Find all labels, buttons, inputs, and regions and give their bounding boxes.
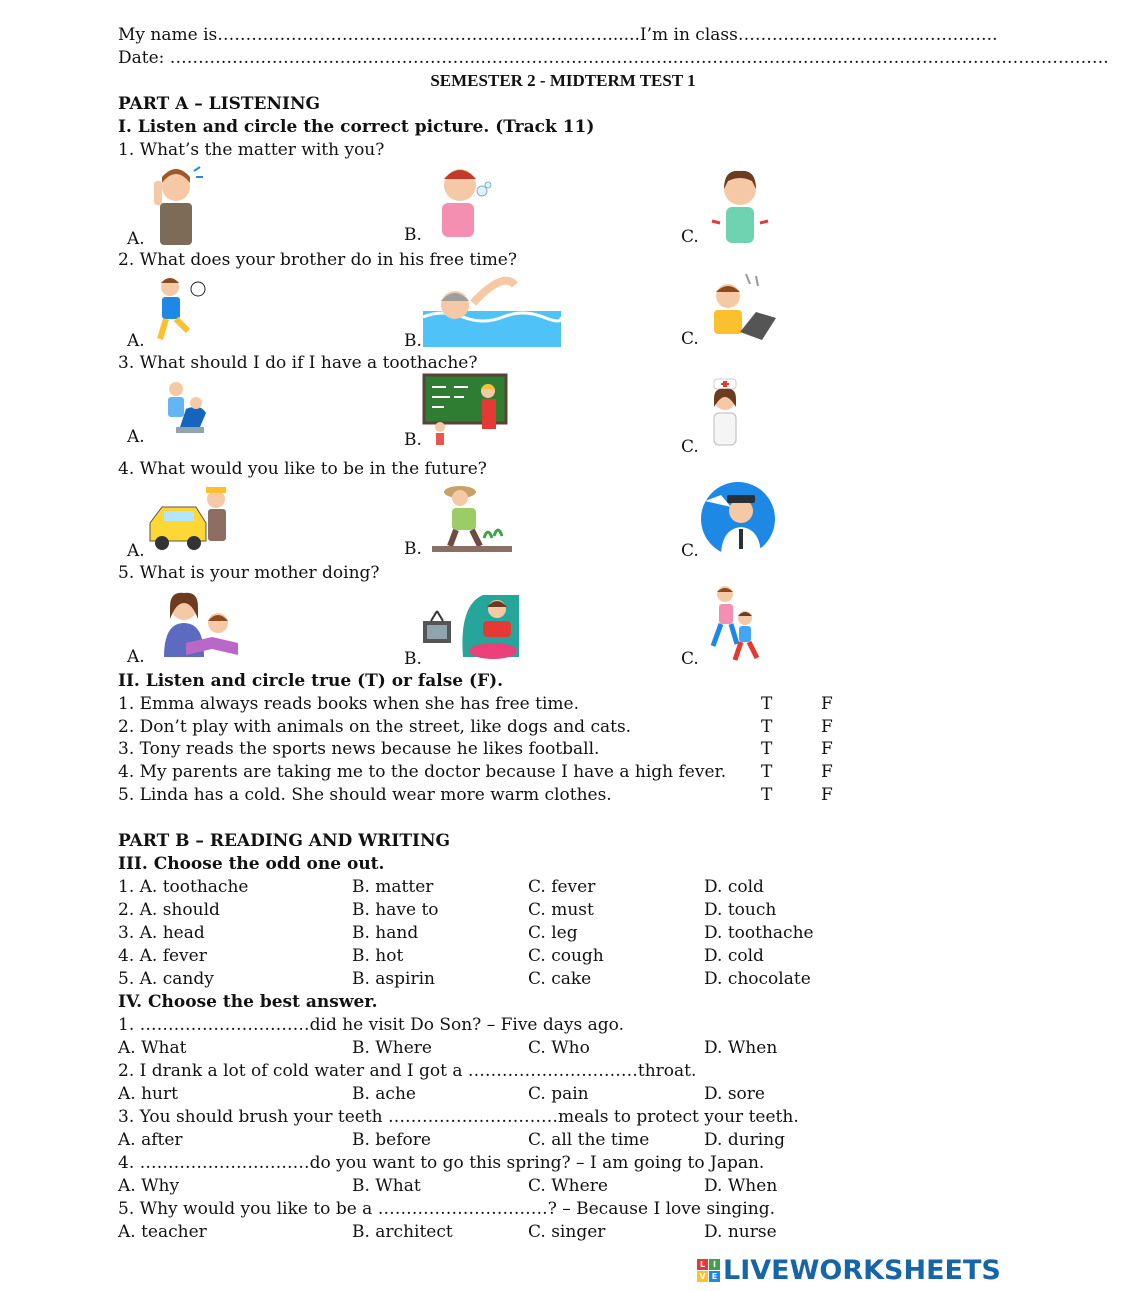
girl-coughing-image[interactable] <box>432 161 494 237</box>
false-option[interactable]: F <box>821 785 833 805</box>
option-b-label[interactable]: B. <box>404 649 422 669</box>
option-b-label[interactable]: B. <box>404 430 422 450</box>
woman-headache-image[interactable] <box>146 163 204 245</box>
answer-option[interactable]: B. Where <box>352 1038 432 1058</box>
option-a-label[interactable]: A. <box>127 427 145 447</box>
mc-question-3: 3. You should brush your teeth …………………………meals to protect your teeth. <box>118 1107 799 1127</box>
true-option[interactable]: T <box>761 762 773 782</box>
answer-option[interactable]: D. When <box>704 1038 778 1058</box>
logo-letter: I <box>709 1259 720 1270</box>
odd-one-option[interactable]: 5. A. candy <box>118 969 214 989</box>
logo-mark-icon <box>697 1259 720 1282</box>
option-c-label[interactable]: C. <box>681 227 699 247</box>
section-2-heading: II. Listen and circle true (T) or false (F). <box>118 671 504 691</box>
tf-statement-1: 1. Emma always reads books when she has free time. <box>118 694 579 714</box>
answer-option[interactable]: C. singer <box>528 1222 606 1242</box>
page-title: SEMESTER 2 - MIDTERM TEST 1 <box>430 71 696 90</box>
nurse-image[interactable] <box>706 377 744 453</box>
true-option[interactable]: T <box>761 694 773 714</box>
watching-tv-image[interactable] <box>423 585 523 663</box>
listening-question-2: 2. What does your brother do in his free time? <box>118 250 517 270</box>
odd-one-option[interactable]: C. leg <box>528 923 578 943</box>
odd-one-option[interactable]: B. aspirin <box>352 969 435 989</box>
answer-option[interactable]: B. ache <box>352 1084 416 1104</box>
boy-swimming-image[interactable] <box>423 271 561 347</box>
section-1-heading: I. Listen and circle the correct picture. (Track 11) <box>118 117 595 137</box>
answer-option[interactable]: A. after <box>118 1130 183 1150</box>
odd-one-option[interactable]: D. touch <box>704 900 777 920</box>
jogging-image[interactable] <box>703 584 765 664</box>
option-c-label[interactable]: C. <box>681 437 699 457</box>
tf-statement-2: 2. Don’t play with animals on the street, like dogs and cats. <box>118 717 632 737</box>
girl-stomachache-image[interactable] <box>706 165 774 245</box>
listening-question-1: 1. What’s the matter with you? <box>118 140 385 160</box>
answer-option[interactable]: D. When <box>704 1176 778 1196</box>
option-b-label[interactable]: B. <box>404 539 422 559</box>
mc-question-5: 5. Why would you like to be a …………………………? – Because I love singing. <box>118 1199 775 1219</box>
false-option[interactable]: F <box>821 739 833 759</box>
part-a-heading: PART A – LISTENING <box>118 94 320 114</box>
section-3-heading: III. Choose the odd one out. <box>118 854 385 874</box>
answer-option[interactable]: B. architect <box>352 1222 453 1242</box>
answer-option[interactable]: B. before <box>352 1130 431 1150</box>
tf-statement-3: 3. Tony reads the sports news because he likes football. <box>118 739 600 759</box>
option-a-label[interactable]: A. <box>127 647 145 667</box>
mc-question-4: 4. …………………………do you want to go this spring? – I am going to Japan. <box>118 1153 765 1173</box>
odd-one-option[interactable]: D. cold <box>704 946 764 966</box>
boy-laptop-image[interactable] <box>700 270 780 346</box>
answer-option[interactable]: A. Why <box>118 1176 180 1196</box>
mc-question-1: 1. …………………………did he visit Do Son? – Five days ago. <box>118 1015 625 1035</box>
odd-one-option[interactable]: D. cold <box>704 877 764 897</box>
option-c-label[interactable]: C. <box>681 649 699 669</box>
true-option[interactable]: T <box>761 785 773 805</box>
listening-question-5: 5. What is your mother doing? <box>118 563 380 583</box>
true-option[interactable]: T <box>761 739 773 759</box>
option-c-label[interactable]: C. <box>681 329 699 349</box>
answer-option[interactable]: C. all the time <box>528 1130 650 1150</box>
answer-option[interactable]: C. pain <box>528 1084 589 1104</box>
pilot-image[interactable] <box>701 481 775 557</box>
odd-one-option[interactable]: B. hot <box>352 946 404 966</box>
true-option[interactable]: T <box>761 717 773 737</box>
answer-option[interactable]: D. during <box>704 1130 786 1150</box>
answer-option[interactable]: A. teacher <box>118 1222 207 1242</box>
odd-one-option[interactable]: B. matter <box>352 877 434 897</box>
odd-one-option[interactable]: 4. A. fever <box>118 946 207 966</box>
odd-one-option[interactable]: C. fever <box>528 877 596 897</box>
option-c-label[interactable]: C. <box>681 541 699 561</box>
false-option[interactable]: F <box>821 762 833 782</box>
odd-one-option[interactable]: D. toothache <box>704 923 814 943</box>
odd-one-option[interactable]: C. cough <box>528 946 604 966</box>
odd-one-option[interactable]: C. must <box>528 900 594 920</box>
tf-statement-5: 5. Linda has a cold. She should wear more warm clothes. <box>118 785 612 805</box>
odd-one-option[interactable]: C. cake <box>528 969 592 989</box>
dentist-image[interactable] <box>160 379 210 439</box>
logo-text: LIVEWORKSHEETS <box>723 1254 1001 1286</box>
logo-letter: L <box>697 1259 708 1270</box>
mother-reading-image[interactable] <box>152 587 244 661</box>
logo-letter: V <box>697 1271 708 1282</box>
date-line: Date: ……………………………..………………..……………………………..…………………………………………………………………. <box>118 48 1109 68</box>
teacher-blackboard-image[interactable] <box>424 375 506 447</box>
answer-option[interactable]: D. nurse <box>704 1222 777 1242</box>
odd-one-option[interactable]: B. hand <box>352 923 419 943</box>
name-line: My name is……………………………..……………….……………......I’m in class……………..……………………….. <box>118 25 998 45</box>
mc-question-2: 2. I drank a lot of cold water and I got a …………………………throat. <box>118 1061 697 1081</box>
option-b-label[interactable]: B. <box>404 225 422 245</box>
section-4-heading: IV. Choose the best answer. <box>118 992 378 1012</box>
odd-one-option[interactable]: 2. A. should <box>118 900 220 920</box>
odd-one-option[interactable]: 1. A. toothache <box>118 877 249 897</box>
answer-option[interactable]: A. hurt <box>118 1084 178 1104</box>
false-option[interactable]: F <box>821 717 833 737</box>
false-option[interactable]: F <box>821 694 833 714</box>
answer-option[interactable]: C. Who <box>528 1038 590 1058</box>
farmer-image[interactable] <box>422 478 518 554</box>
taxi-driver-image[interactable] <box>146 479 232 555</box>
boy-football-image[interactable] <box>146 273 208 347</box>
option-b-label[interactable]: B. <box>404 331 422 351</box>
part-b-heading: PART B – READING AND WRITING <box>118 831 451 851</box>
option-a-label[interactable]: A. <box>127 541 145 561</box>
answer-option[interactable]: A. What <box>118 1038 187 1058</box>
listening-question-3: 3. What should I do if I have a toothache? <box>118 353 478 373</box>
odd-one-option[interactable]: B. have to <box>352 900 439 920</box>
answer-option[interactable]: C. Where <box>528 1176 608 1196</box>
tf-statement-4: 4. My parents are taking me to the doctor because I have a high fever. <box>118 762 727 782</box>
logo-letter: E <box>709 1271 720 1282</box>
odd-one-option[interactable]: 3. A. head <box>118 923 205 943</box>
option-a-label[interactable]: A. <box>127 331 145 351</box>
liveworksheets-logo[interactable] <box>697 1255 1001 1285</box>
odd-one-option[interactable]: D. chocolate <box>704 969 811 989</box>
answer-option[interactable]: D. sore <box>704 1084 765 1104</box>
listening-question-4: 4. What would you like to be in the future? <box>118 459 487 479</box>
option-a-label[interactable]: A. <box>127 229 145 249</box>
answer-option[interactable]: B. What <box>352 1176 421 1196</box>
